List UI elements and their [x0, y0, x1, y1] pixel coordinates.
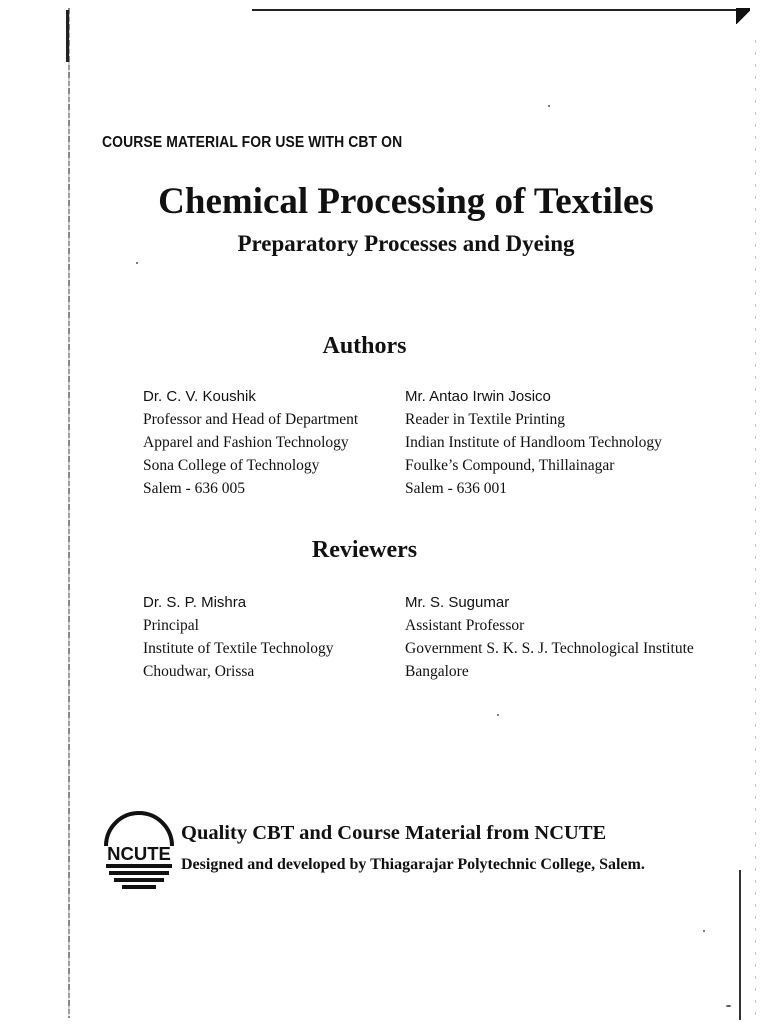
author-2-name: Mr. Antao Irwin Josico — [405, 388, 551, 405]
author-2 — [405, 385, 662, 500]
author-2-line: Salem - 636 001 — [405, 480, 508, 497]
author-1 — [143, 385, 358, 500]
ncute-logo — [100, 808, 178, 892]
author-2-line: Reader in Textile Printing — [405, 411, 566, 428]
scan-speck — [548, 105, 550, 107]
scan-top-corner — [736, 8, 750, 24]
author-1-name: Dr. C. V. Koushik — [143, 388, 256, 405]
scan-left-edge — [68, 8, 70, 1018]
scan-top-line — [252, 9, 748, 11]
authors-heading: Authors — [322, 333, 407, 359]
reviewers-heading: Reviewers — [311, 537, 418, 563]
footer-developer-line: Designed and developed by Thiagarajar Polytechnic College, Salem. — [181, 856, 645, 873]
reviewer-2-line: Government S. K. S. J. Technological Institute — [405, 640, 694, 657]
author-1-line: Sona College of Technology — [143, 457, 320, 474]
scan-right-mark — [739, 870, 741, 1020]
document-title: Chemical Processing of Textiles — [158, 181, 654, 222]
reviewer-1-line: Principal — [143, 617, 199, 634]
reviewer-2-line: Bangalore — [405, 663, 469, 680]
document-subtitle: Preparatory Processes and Dyeing — [237, 231, 575, 256]
course-material-label: COURSE MATERIAL FOR USE WITH CBT ON — [102, 134, 403, 151]
reviewer-2-name: Mr. S. Sugumar — [405, 594, 510, 611]
scan-speck — [136, 262, 138, 264]
author-2-line: Foulke’s Compound, Thillainagar — [405, 457, 615, 474]
author-1-line: Apparel and Fashion Technology — [143, 434, 349, 451]
footer-quality-line: Quality CBT and Course Material from NCUTE — [181, 822, 607, 844]
scan-speck — [497, 714, 499, 716]
reviewer-1-line: Institute of Textile Technology — [143, 640, 334, 657]
author-2-line: Indian Institute of Handloom Technology — [405, 434, 662, 451]
scan-speck — [726, 1005, 731, 1007]
logo-text: NCUTE — [107, 843, 171, 864]
scan-speck — [703, 930, 705, 932]
reviewer-2 — [405, 591, 694, 683]
reviewer-1-name: Dr. S. P. Mishra — [143, 594, 247, 611]
author-1-line: Salem - 636 005 — [143, 480, 246, 497]
reviewer-1 — [143, 591, 334, 683]
reviewer-1-line: Choudwar, Orissa — [143, 663, 255, 680]
scan-left-mark — [66, 10, 69, 62]
reviewer-2-line: Assistant Professor — [405, 617, 525, 634]
author-1-line: Professor and Head of Department — [143, 411, 359, 428]
